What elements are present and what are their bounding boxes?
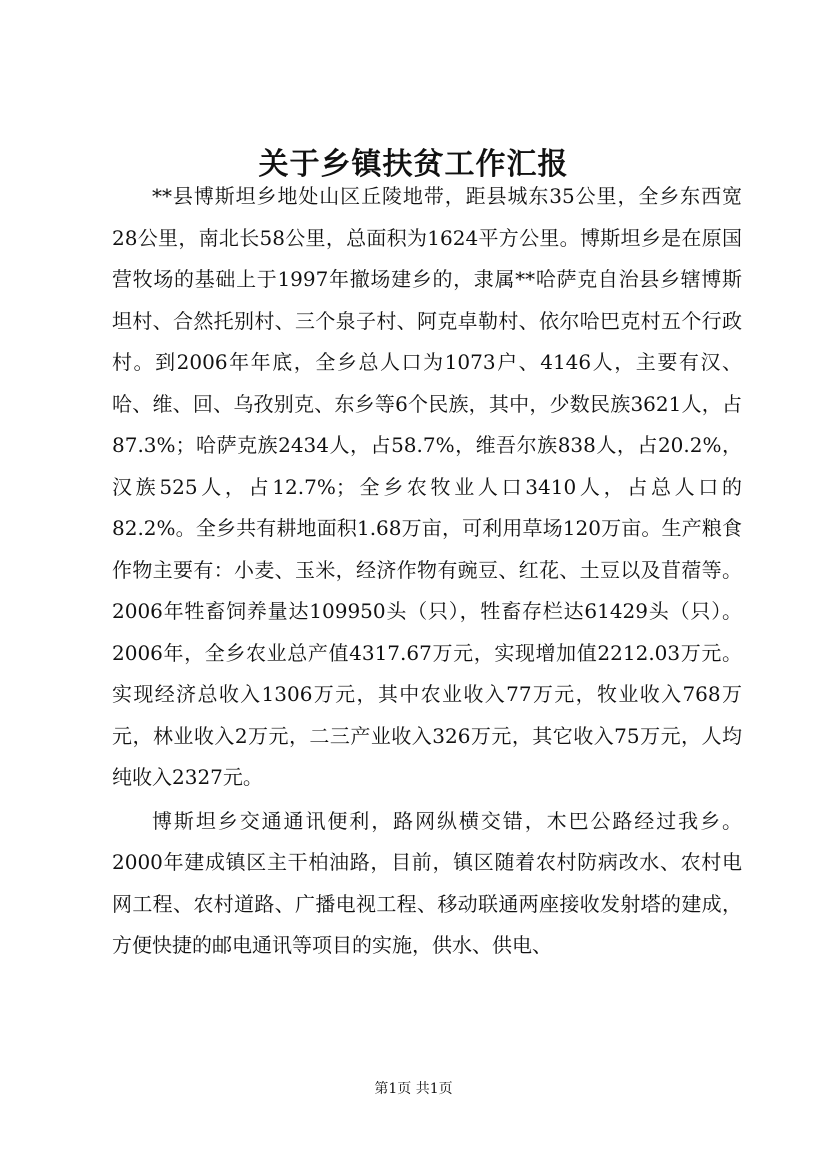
page-title: 关于乡镇扶贫工作汇报 bbox=[258, 147, 569, 182]
page-footer: 第1页 共1页 bbox=[374, 1081, 453, 1097]
paragraph-1: **县博斯坦乡地处山区丘陵地带，距县城东35公里，全乡东西宽28公里，南北长58公里，总面积为1624平方公里。博斯坦乡是在原国营牧场的基础上于1997年撤场建乡的，隶属**哈萨克自治县乡辖博斯坦村、合然托别村、三个泉子村、阿克卓勒村、依尔哈巴克村五个行政村。到2006年年底，全乡总人口为1073户、4146人，主要有汉、哈、维、回、乌孜别克、东乡等6个民族，其中，少数民族3621人，占87.3%；哈萨克族2434人，占58.7%，维吾尔族838人，占20.2%，汉族525人，占12.7%；全乡农牧业人口3410人，占总人口的82.2%。全乡共有耕地面积1.68万亩，可利用草场120万亩。生产粮食作物主要有：小麦、玉米，经济作物有豌豆、红花、土豆以及苜蓿等。2006年牲畜饲养量达109950头（只），牲畜存栏达61429头（只）。2006年，全乡农业总产值4317.67万元，实现增加值2212.03万元。实现经济总收入1306万元，其中农业收入77万元，牧业收入768万元，林业收入2万元，二三产业收入326万元，其它收入75万元，人均纯收入2327元。 bbox=[112, 184, 742, 789]
document-body bbox=[112, 176, 742, 967]
paragraph-2: 博斯坦乡交通通讯便利，路网纵横交错，木巴公路经过我乡。2000年建成镇区主干柏油路，目前，镇区随着农村防病改水、农村电网工程、农村道路、广播电视工程、移动联通两座接收发射塔的建成，方便快捷的邮电通讯等项目的实施，供水、供电、 bbox=[112, 808, 742, 957]
